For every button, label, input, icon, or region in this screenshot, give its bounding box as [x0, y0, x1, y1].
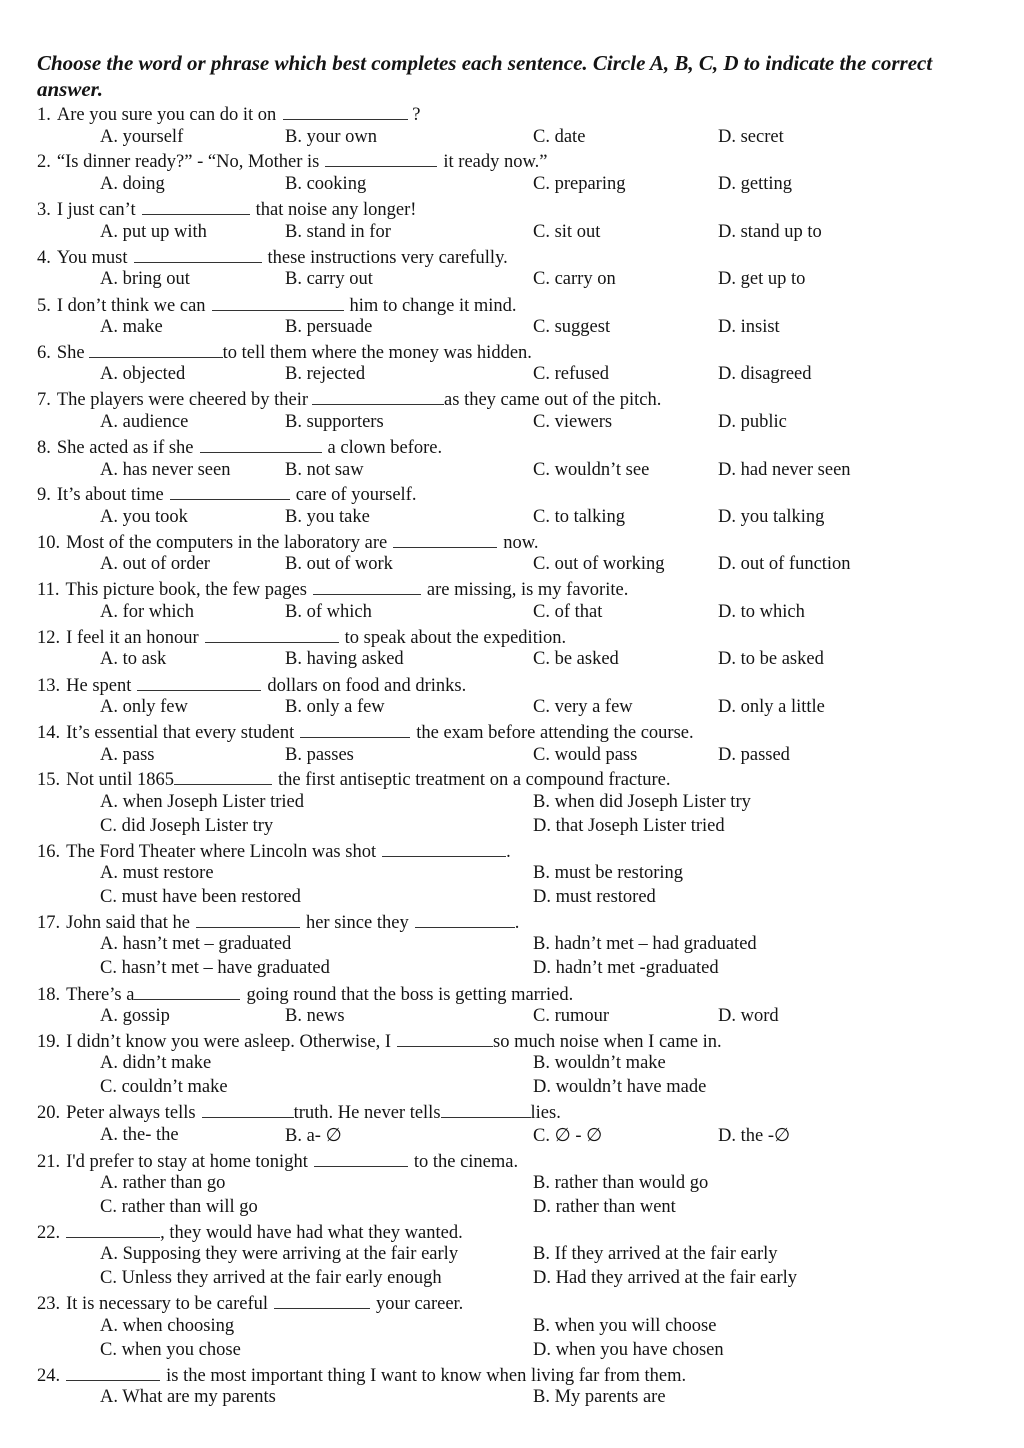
option-20-c[interactable]: C. ∅ - ∅	[533, 1126, 603, 1146]
question-text: John said that he	[66, 913, 190, 933]
question-text: It’s about time	[56, 485, 164, 505]
option-22-d[interactable]: D. Had they arrived at the fair early	[533, 1268, 798, 1288]
question-number: 12.	[37, 628, 61, 648]
option-12-d[interactable]: D. to be asked	[718, 649, 824, 669]
option-10-b[interactable]: B. out of work	[285, 554, 393, 574]
question-number: 8.	[37, 438, 51, 458]
option-3-a[interactable]: A. put up with	[100, 222, 207, 242]
question-13	[37, 674, 466, 697]
question-text: It is necessary to be careful	[66, 1294, 268, 1314]
option-9-c[interactable]: C. to talking	[533, 507, 625, 527]
question-text: You must	[56, 248, 128, 268]
option-6-c[interactable]: C. refused	[533, 364, 610, 384]
option-21-d[interactable]: D. rather than went	[533, 1197, 676, 1217]
question-text: these instructions very carefully.	[267, 248, 508, 268]
question-text: are missing, is my favorite.	[426, 580, 629, 600]
question-text: care of yourself.	[295, 485, 417, 505]
option-22-c[interactable]: C. Unless they arrived at the fair early enough	[100, 1268, 442, 1288]
answer-blank	[134, 246, 262, 263]
answer-blank	[393, 531, 497, 548]
question-text: The Ford Theater where Lincoln was shot	[66, 842, 377, 862]
question-text: to the cinema.	[413, 1152, 519, 1172]
answer-blank	[415, 911, 515, 928]
option-18-a[interactable]: A. gossip	[100, 1006, 170, 1026]
option-14-d[interactable]: D. passed	[718, 745, 790, 765]
option-19-d[interactable]: D. wouldn’t have made	[533, 1077, 707, 1097]
question-text: “Is dinner ready?” - “No, Mother is	[56, 152, 320, 172]
option-15-d[interactable]: D. that Joseph Lister tried	[533, 816, 725, 836]
option-19-b[interactable]: B. wouldn’t make	[533, 1053, 666, 1073]
question-number: 11.	[37, 580, 60, 600]
option-18-d[interactable]: D. word	[718, 1006, 779, 1026]
option-4-a[interactable]: A. bring out	[100, 269, 190, 289]
option-12-c[interactable]: C. be asked	[533, 649, 619, 669]
answer-blank	[300, 721, 410, 738]
answer-blank	[382, 840, 506, 857]
question-text: to tell them where the money was hidden.	[222, 343, 532, 363]
question-23	[37, 1292, 463, 1315]
question-text: .	[506, 842, 511, 862]
question-number: 18.	[37, 985, 61, 1005]
option-2-b[interactable]: B. cooking	[285, 174, 367, 194]
option-1-b[interactable]: B. your own	[285, 127, 377, 147]
question-number: 19.	[37, 1032, 61, 1052]
question-text: it ready now.”	[443, 152, 548, 172]
question-text: going round that the boss is getting married.	[246, 985, 574, 1005]
option-14-a[interactable]: A. pass	[100, 745, 155, 765]
question-20	[37, 1101, 561, 1124]
question-15	[37, 768, 671, 791]
option-5-c[interactable]: C. suggest	[533, 317, 611, 337]
question-3	[37, 198, 416, 221]
option-22-b[interactable]: B. If they arrived at the fair early	[533, 1244, 778, 1264]
option-2-c[interactable]: C. preparing	[533, 174, 626, 194]
option-5-d[interactable]: D. insist	[718, 317, 780, 337]
question-4	[37, 246, 508, 269]
answer-blank	[142, 198, 250, 215]
question-text: to speak about the expedition.	[344, 628, 567, 648]
option-23-d[interactable]: D. when you have chosen	[533, 1340, 724, 1360]
option-21-c[interactable]: C. rather than will go	[100, 1197, 258, 1217]
option-3-d[interactable]: D. stand up to	[718, 222, 822, 242]
question-number: 21.	[37, 1152, 61, 1172]
option-23-a[interactable]: A. when choosing	[100, 1316, 235, 1336]
question-text: a clown before.	[327, 438, 443, 458]
answer-blank	[205, 626, 339, 643]
question-16	[37, 840, 511, 863]
answer-blank	[397, 1030, 493, 1047]
option-21-b[interactable]: B. rather than would go	[533, 1173, 709, 1193]
option-17-a[interactable]: A. hasn’t met – graduated	[100, 934, 292, 954]
question-text: I feel it an honour	[66, 628, 199, 648]
question-number: 16.	[37, 842, 61, 862]
question-number: 24.	[37, 1366, 61, 1386]
question-17	[37, 911, 519, 934]
option-5-b[interactable]: B. persuade	[285, 317, 373, 337]
option-10-c[interactable]: C. out of working	[533, 554, 665, 574]
option-12-a[interactable]: A. to ask	[100, 649, 167, 669]
question-text: , they would have had what they wanted.	[160, 1223, 463, 1243]
option-16-a[interactable]: A. must restore	[100, 863, 214, 883]
question-number: 3.	[37, 200, 51, 220]
option-7-a[interactable]: A. audience	[100, 412, 189, 432]
option-9-b[interactable]: B. you take	[285, 507, 370, 527]
option-13-b[interactable]: B. only a few	[285, 697, 385, 717]
question-text: The players were cheered by their	[56, 390, 309, 410]
question-number: 7.	[37, 390, 51, 410]
option-11-b[interactable]: B. of which	[285, 602, 372, 622]
option-20-b[interactable]: B. a- ∅	[285, 1126, 342, 1146]
question-number: 4.	[37, 248, 51, 268]
question-18	[37, 983, 573, 1006]
question-10	[37, 531, 539, 554]
option-11-a[interactable]: A. for which	[100, 602, 195, 622]
answer-blank	[196, 911, 300, 928]
question-text: I don’t think we can	[56, 296, 206, 316]
option-6-b[interactable]: B. rejected	[285, 364, 366, 384]
question-5	[37, 294, 517, 317]
option-1-d[interactable]: D. secret	[718, 127, 784, 147]
answer-blank	[313, 578, 421, 595]
option-12-b[interactable]: B. having asked	[285, 649, 404, 669]
question-number: 9.	[37, 485, 51, 505]
option-16-c[interactable]: C. must have been restored	[100, 887, 301, 907]
option-18-b[interactable]: B. news	[285, 1006, 345, 1026]
option-6-a[interactable]: A. objected	[100, 364, 186, 384]
question-number: 22.	[37, 1223, 61, 1243]
option-11-d[interactable]: D. to which	[718, 602, 805, 622]
option-17-d[interactable]: D. hadn’t met -graduated	[533, 958, 719, 978]
question-text: lies.	[530, 1103, 561, 1123]
option-13-a[interactable]: A. only few	[100, 697, 188, 717]
answer-blank	[312, 388, 444, 405]
option-21-a[interactable]: A. rather than go	[100, 1173, 226, 1193]
question-8	[37, 436, 442, 459]
option-7-d[interactable]: D. public	[718, 412, 787, 432]
option-2-a[interactable]: A. doing	[100, 174, 165, 194]
answer-blank	[66, 1221, 160, 1238]
option-15-c[interactable]: C. did Joseph Lister try	[100, 816, 274, 836]
question-text: the exam before attending the course.	[416, 723, 694, 743]
answer-blank	[441, 1101, 531, 1118]
question-number: 20.	[37, 1103, 61, 1123]
answer-blank	[89, 341, 223, 358]
option-3-b[interactable]: B. stand in for	[285, 222, 391, 242]
question-text: I'd prefer to stay at home tonight	[66, 1152, 308, 1172]
option-23-c[interactable]: C. when you chose	[100, 1340, 241, 1360]
question-number: 1.	[37, 105, 51, 125]
option-24-a[interactable]: A. What are my parents	[100, 1387, 276, 1407]
option-1-c[interactable]: C. date	[533, 127, 586, 147]
option-9-a[interactable]: A. you took	[100, 507, 188, 527]
option-19-a[interactable]: A. didn’t make	[100, 1053, 212, 1073]
option-4-c[interactable]: C. carry on	[533, 269, 616, 289]
question-text: her since they	[305, 913, 409, 933]
question-text: She acted as if she	[56, 438, 194, 458]
option-15-a[interactable]: A. when Joseph Lister tried	[100, 792, 304, 812]
option-20-a[interactable]: A. the- the	[100, 1125, 179, 1145]
answer-blank	[325, 150, 437, 167]
question-1	[37, 103, 420, 126]
option-17-b[interactable]: B. hadn’t met – had graduated	[533, 934, 757, 954]
option-14-c[interactable]: C. would pass	[533, 745, 638, 765]
question-6	[37, 341, 532, 364]
question-number: 5.	[37, 296, 51, 316]
option-16-b[interactable]: B. must be restoring	[533, 863, 684, 883]
question-number: 15.	[37, 770, 61, 790]
answer-blank	[314, 1150, 408, 1167]
option-23-b[interactable]: B. when you will choose	[533, 1316, 717, 1336]
question-text: that noise any longer!	[255, 200, 417, 220]
question-7	[37, 388, 661, 411]
question-text: dollars on food and drinks.	[267, 676, 467, 696]
question-number: 10.	[37, 533, 61, 553]
option-8-d[interactable]: D. had never seen	[718, 460, 851, 480]
question-text: ?	[412, 105, 421, 125]
question-number: 13.	[37, 676, 61, 696]
question-text: I didn’t know you were asleep. Otherwise, I	[66, 1032, 391, 1052]
question-text: Peter always tells	[66, 1103, 196, 1123]
question-number: 6.	[37, 343, 51, 363]
question-text: There’s a	[66, 985, 135, 1005]
question-text: as they came out of the pitch.	[444, 390, 662, 410]
option-14-b[interactable]: B. passes	[285, 745, 354, 765]
option-11-c[interactable]: C. of that	[533, 602, 603, 622]
answer-blank	[202, 1101, 294, 1118]
option-5-a[interactable]: A. make	[100, 317, 163, 337]
question-number: 14.	[37, 723, 61, 743]
option-4-d[interactable]: D. get up to	[718, 269, 806, 289]
option-24-b[interactable]: B. My parents are	[533, 1387, 666, 1407]
question-text: is the most important thing I want to know when living far from them.	[166, 1366, 687, 1386]
option-2-d[interactable]: D. getting	[718, 174, 792, 194]
question-text: Not until 1865	[66, 770, 175, 790]
question-text: Most of the computers in the laboratory are	[66, 533, 388, 553]
answer-blank	[134, 983, 240, 1000]
option-9-d[interactable]: D. you talking	[718, 507, 825, 527]
option-19-c[interactable]: C. couldn’t make	[100, 1077, 228, 1097]
option-13-c[interactable]: C. very a few	[533, 697, 633, 717]
question-number: 17.	[37, 913, 61, 933]
question-text: .	[514, 913, 520, 933]
question-21	[37, 1150, 518, 1173]
answer-blank	[137, 674, 261, 691]
answer-blank	[200, 436, 322, 453]
question-text: the first antiseptic treatment on a compound fracture.	[278, 770, 671, 790]
question-text: I just can’t	[56, 200, 136, 220]
option-17-c[interactable]: C. hasn’t met – have graduated	[100, 958, 330, 978]
question-text: It’s essential that every student	[66, 723, 295, 743]
option-7-b[interactable]: B. supporters	[285, 412, 384, 432]
question-9	[37, 483, 416, 506]
option-15-b[interactable]: B. when did Joseph Lister try	[533, 792, 751, 812]
option-8-c[interactable]: C. wouldn’t see	[533, 460, 650, 480]
question-text: so much noise when I came in.	[493, 1032, 722, 1052]
option-16-d[interactable]: D. must restored	[533, 887, 656, 907]
question-number: 23.	[37, 1294, 61, 1314]
answer-blank	[174, 768, 272, 785]
question-text: Are you sure you can do it on	[56, 105, 277, 125]
option-22-a[interactable]: A. Supposing they were arriving at the fair early	[100, 1244, 459, 1264]
question-text: now.	[503, 533, 539, 553]
question-text: your career.	[376, 1294, 464, 1314]
question-22	[37, 1221, 463, 1244]
instructions: Choose the word or phrase which best completes each sentence. Circle A, B, C, D to indicate the correct answer.	[37, 51, 933, 101]
option-20-d[interactable]: D. the -∅	[718, 1126, 791, 1146]
question-text: He spent	[66, 676, 132, 696]
option-8-b[interactable]: B. not saw	[285, 460, 364, 480]
question-number: 2.	[37, 152, 51, 172]
option-10-a[interactable]: A. out of order	[100, 554, 210, 574]
question-text: This picture book, the few pages	[65, 580, 307, 600]
option-1-a[interactable]: A. yourself	[100, 127, 184, 147]
answer-blank	[212, 294, 344, 311]
option-10-d[interactable]: D. out of function	[718, 554, 851, 574]
question-24	[37, 1364, 686, 1387]
option-8-a[interactable]: A. has never seen	[100, 460, 231, 480]
answer-blank	[283, 103, 408, 120]
question-11	[37, 578, 628, 601]
option-13-d[interactable]: D. only a little	[718, 697, 825, 717]
question-text: him to change it mind.	[349, 296, 517, 316]
question-12	[37, 626, 566, 649]
answer-blank	[66, 1364, 160, 1381]
option-18-c[interactable]: C. rumour	[533, 1006, 610, 1026]
answer-blank	[170, 483, 290, 500]
question-14	[37, 721, 694, 744]
question-text: She	[56, 343, 85, 363]
question-2	[37, 150, 547, 173]
option-3-c[interactable]: C. sit out	[533, 222, 601, 242]
question-19	[37, 1030, 722, 1053]
option-4-b[interactable]: B. carry out	[285, 269, 373, 289]
option-7-c[interactable]: C. viewers	[533, 412, 613, 432]
question-text: truth. He never tells	[293, 1103, 441, 1123]
option-6-d[interactable]: D. disagreed	[718, 364, 812, 384]
answer-blank	[274, 1292, 370, 1309]
